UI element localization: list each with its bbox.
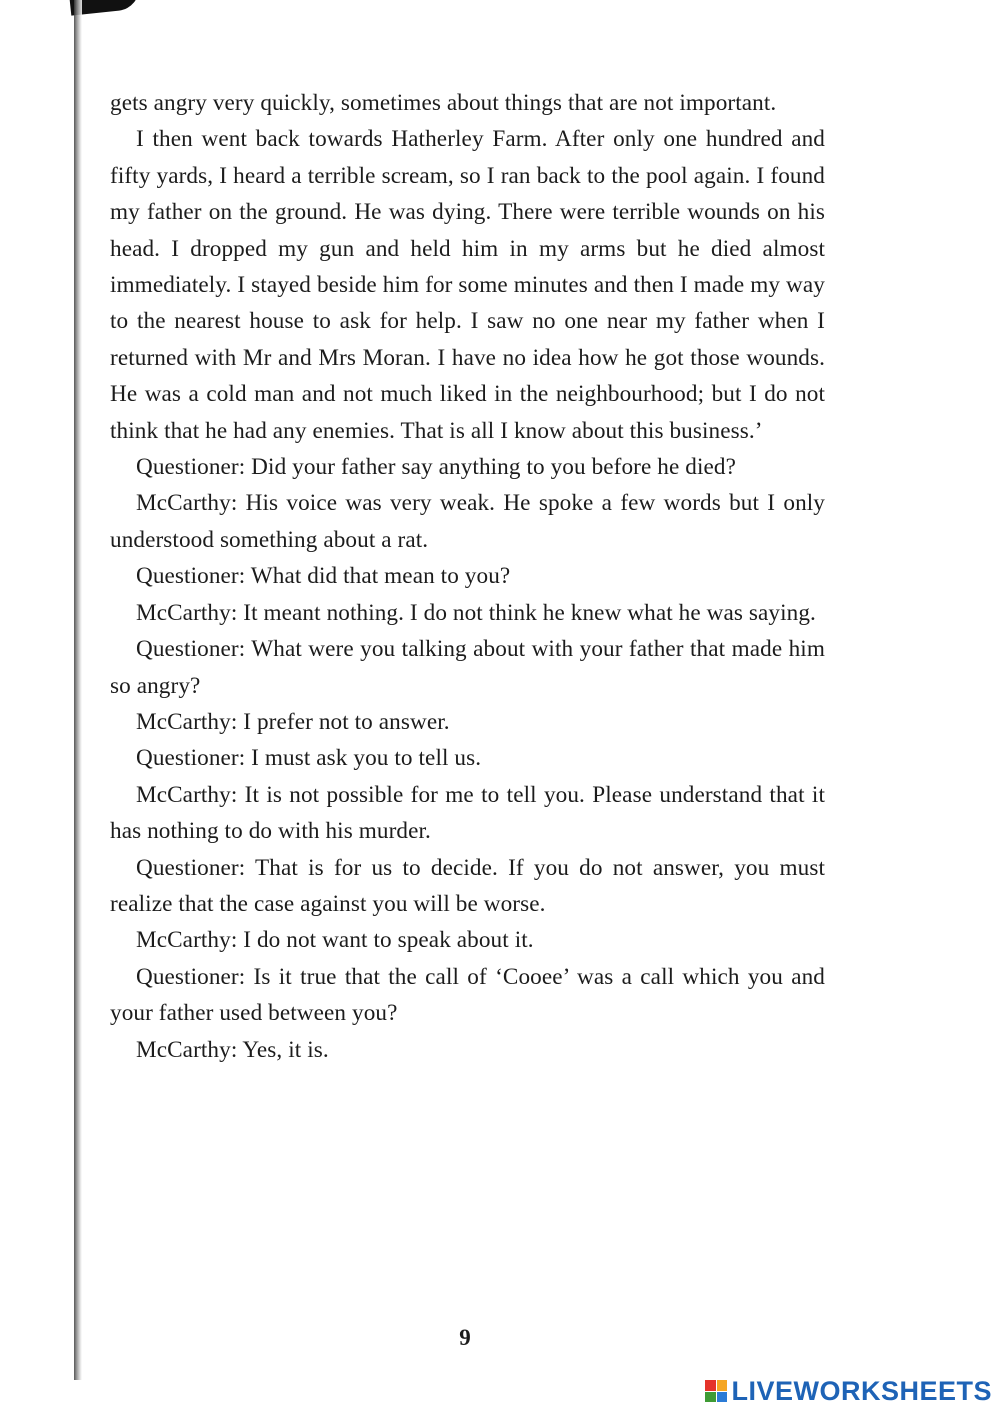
dialogue-line: Questioner: Is it true that the call of ‘Cooee’ was a call which you and your father used between you? — [110, 963, 825, 1027]
dialogue-line: McCarthy: I do not want to speak about it. — [136, 927, 534, 954]
watermark-text: LIVEWORKSHEETS — [731, 1375, 992, 1406]
paragraph-continuation: gets angry very quickly, sometimes about things that are not important. — [110, 90, 777, 116]
paragraph-testimony: I then went back towards Hatherley Farm. After only one hundred and fifty yards, I heard a terrible scream, so I ran back to the pool again. I found my father on the ground. He was dying. There were terrible wounds on his head. I dropped my gun and held him in my arms but he died almost immediately. I stayed beside him for some minutes and then I made my way to the nearest house to ask for help. I saw no one near my father when I returned with Mr and Mrs Moran. I have no idea how he got those wounds. He was a cold man and not much liked in the neighbourhood; but I do not think that he had any enemies. That is all I know about this business.’ — [110, 126, 825, 444]
page-number: 9 — [459, 1325, 471, 1350]
dialogue-line: McCarthy: His voice was very weak. He spoke a few words but I only understood something about a rat. — [110, 490, 825, 553]
dialogue-line: Questioner: What were you talking about with your father that made him so angry? — [110, 636, 825, 699]
book-page-text — [110, 85, 825, 1068]
watermark — [705, 1371, 992, 1411]
dialogue-line: McCarthy: I prefer not to answer. — [136, 708, 450, 735]
liveworksheets-logo-icon — [705, 1380, 727, 1402]
dialogue-line: Questioner: That is for us to decide. If you do not answer, you must realize that the case against you will be worse. — [110, 854, 825, 917]
dialogue-line: Questioner: What did that mean to you? — [136, 563, 511, 590]
dialogue-line: Questioner: I must ask you to tell us. — [136, 745, 482, 772]
dialogue-line: McCarthy: It is not possible for me to tell you. Please understand that it has nothing to do with his murder. — [110, 781, 825, 845]
dialogue-line: Questioner: Did your father say anything to you before he died? — [136, 454, 736, 481]
dialogue-line: McCarthy: It meant nothing. I do not think he knew what he was saying. — [136, 599, 816, 626]
dialogue-line: McCarthy: Yes, it is. — [136, 1036, 329, 1063]
book-spine-shadow — [74, 0, 82, 1380]
